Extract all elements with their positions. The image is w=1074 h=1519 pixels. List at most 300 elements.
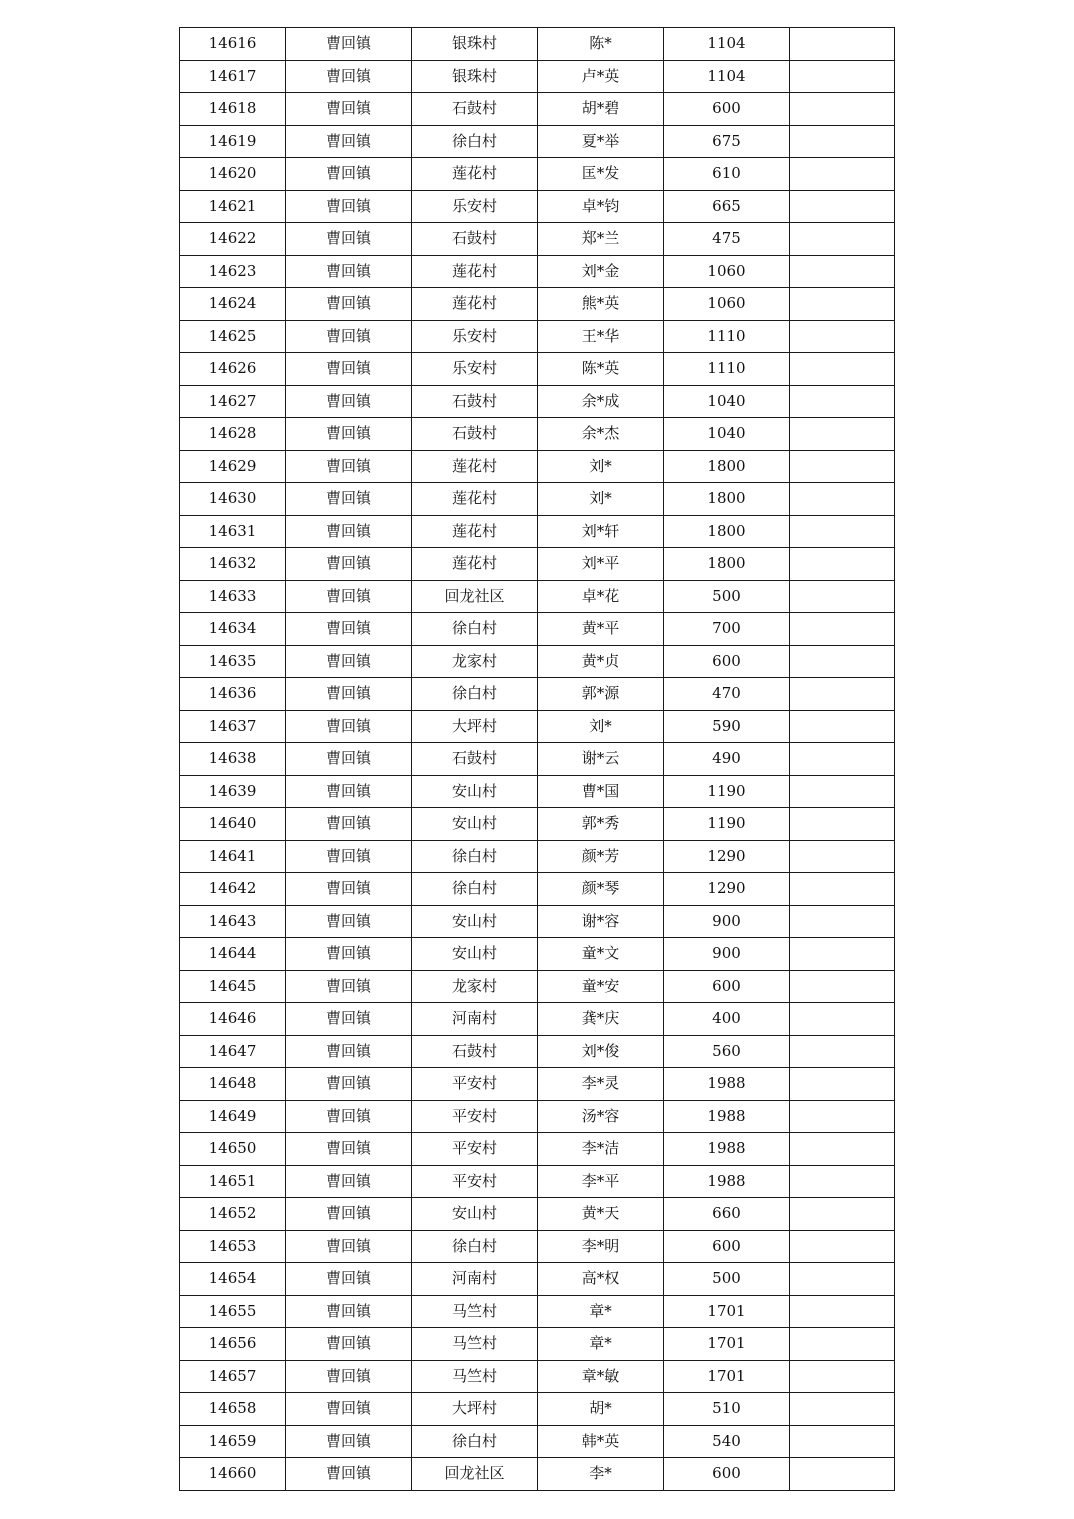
name-cell: 李* [538, 1458, 664, 1491]
table-row [180, 645, 895, 678]
town-cell: 曹回镇 [286, 1425, 412, 1458]
town-cell: 曹回镇 [286, 223, 412, 256]
seq-cell: 14628 [180, 418, 286, 451]
name-cell: 颜*琴 [538, 873, 664, 906]
amount-cell: 400 [664, 1003, 790, 1036]
table-row [180, 1100, 895, 1133]
village-cell: 龙家村 [412, 645, 538, 678]
village-cell: 莲花村 [412, 450, 538, 483]
table-row [180, 190, 895, 223]
table-row [180, 1393, 895, 1426]
table-row [180, 418, 895, 451]
town-cell: 曹回镇 [286, 60, 412, 93]
village-cell: 平安村 [412, 1100, 538, 1133]
name-cell: 曹*国 [538, 775, 664, 808]
amount-cell: 1800 [664, 515, 790, 548]
amount-cell: 1800 [664, 548, 790, 581]
amount-cell: 1290 [664, 873, 790, 906]
village-cell: 石鼓村 [412, 385, 538, 418]
name-cell: 卓*花 [538, 580, 664, 613]
seq-cell: 14618 [180, 93, 286, 126]
table-row [180, 1165, 895, 1198]
village-cell: 回龙社区 [412, 580, 538, 613]
village-cell: 河南村 [412, 1003, 538, 1036]
town-cell: 曹回镇 [286, 1198, 412, 1231]
table-row [180, 1133, 895, 1166]
seq-cell: 14639 [180, 775, 286, 808]
note-cell [790, 60, 895, 93]
village-cell: 莲花村 [412, 548, 538, 581]
note-cell [790, 255, 895, 288]
table-row [180, 1068, 895, 1101]
name-cell: 黄*天 [538, 1198, 664, 1231]
note-cell [790, 1003, 895, 1036]
table-row [180, 223, 895, 256]
note-cell [790, 1458, 895, 1491]
note-cell [790, 385, 895, 418]
name-cell: 刘* [538, 450, 664, 483]
name-cell: 陈*英 [538, 353, 664, 386]
seq-cell: 14616 [180, 28, 286, 61]
table-row [180, 60, 895, 93]
name-cell: 童*安 [538, 970, 664, 1003]
seq-cell: 14644 [180, 938, 286, 971]
seq-cell: 14633 [180, 580, 286, 613]
seq-cell: 14654 [180, 1263, 286, 1296]
name-cell: 余*成 [538, 385, 664, 418]
table-row [180, 548, 895, 581]
name-cell: 李*灵 [538, 1068, 664, 1101]
seq-cell: 14622 [180, 223, 286, 256]
table-row [180, 1263, 895, 1296]
name-cell: 汤*容 [538, 1100, 664, 1133]
table-row [180, 320, 895, 353]
amount-cell: 590 [664, 710, 790, 743]
seq-cell: 14640 [180, 808, 286, 841]
name-cell: 刘* [538, 710, 664, 743]
table-row [180, 255, 895, 288]
village-cell: 安山村 [412, 808, 538, 841]
name-cell: 章* [538, 1328, 664, 1361]
seq-cell: 14627 [180, 385, 286, 418]
village-cell: 徐白村 [412, 125, 538, 158]
name-cell: 卢*英 [538, 60, 664, 93]
town-cell: 曹回镇 [286, 1165, 412, 1198]
village-cell: 马竺村 [412, 1360, 538, 1393]
table-row [180, 1295, 895, 1328]
town-cell: 曹回镇 [286, 970, 412, 1003]
name-cell: 匡*发 [538, 158, 664, 191]
amount-cell: 560 [664, 1035, 790, 1068]
seq-cell: 14641 [180, 840, 286, 873]
name-cell: 胡* [538, 1393, 664, 1426]
village-cell: 银珠村 [412, 28, 538, 61]
town-cell: 曹回镇 [286, 190, 412, 223]
note-cell [790, 223, 895, 256]
note-cell [790, 905, 895, 938]
seq-cell: 14660 [180, 1458, 286, 1491]
seq-cell: 14620 [180, 158, 286, 191]
roster-table [179, 27, 895, 1491]
roster-table-body [180, 28, 895, 1491]
town-cell: 曹回镇 [286, 255, 412, 288]
town-cell: 曹回镇 [286, 1003, 412, 1036]
note-cell [790, 1198, 895, 1231]
table-row [180, 353, 895, 386]
note-cell [790, 1295, 895, 1328]
seq-cell: 14617 [180, 60, 286, 93]
seq-cell: 14653 [180, 1230, 286, 1263]
seq-cell: 14650 [180, 1133, 286, 1166]
village-cell: 乐安村 [412, 320, 538, 353]
note-cell [790, 580, 895, 613]
village-cell: 平安村 [412, 1068, 538, 1101]
table-row [180, 840, 895, 873]
village-cell: 河南村 [412, 1263, 538, 1296]
amount-cell: 600 [664, 970, 790, 1003]
name-cell: 李*明 [538, 1230, 664, 1263]
town-cell: 曹回镇 [286, 418, 412, 451]
town-cell: 曹回镇 [286, 710, 412, 743]
town-cell: 曹回镇 [286, 905, 412, 938]
seq-cell: 14659 [180, 1425, 286, 1458]
note-cell [790, 613, 895, 646]
amount-cell: 1988 [664, 1165, 790, 1198]
village-cell: 大坪村 [412, 710, 538, 743]
table-row [180, 905, 895, 938]
town-cell: 曹回镇 [286, 1100, 412, 1133]
seq-cell: 14649 [180, 1100, 286, 1133]
amount-cell: 540 [664, 1425, 790, 1458]
village-cell: 回龙社区 [412, 1458, 538, 1491]
amount-cell: 900 [664, 905, 790, 938]
village-cell: 龙家村 [412, 970, 538, 1003]
note-cell [790, 645, 895, 678]
village-cell: 徐白村 [412, 873, 538, 906]
town-cell: 曹回镇 [286, 678, 412, 711]
table-row [180, 873, 895, 906]
name-cell: 夏*举 [538, 125, 664, 158]
seq-cell: 14630 [180, 483, 286, 516]
seq-cell: 14651 [180, 1165, 286, 1198]
seq-cell: 14631 [180, 515, 286, 548]
table-row [180, 808, 895, 841]
amount-cell: 600 [664, 1458, 790, 1491]
table-row [180, 710, 895, 743]
village-cell: 莲花村 [412, 255, 538, 288]
table-row [180, 775, 895, 808]
amount-cell: 1800 [664, 483, 790, 516]
town-cell: 曹回镇 [286, 288, 412, 321]
seq-cell: 14658 [180, 1393, 286, 1426]
village-cell: 安山村 [412, 905, 538, 938]
village-cell: 乐安村 [412, 190, 538, 223]
note-cell [790, 158, 895, 191]
table-row [180, 450, 895, 483]
note-cell [790, 28, 895, 61]
amount-cell: 1701 [664, 1295, 790, 1328]
name-cell: 韩*英 [538, 1425, 664, 1458]
seq-cell: 14647 [180, 1035, 286, 1068]
note-cell [790, 450, 895, 483]
name-cell: 刘* [538, 483, 664, 516]
amount-cell: 1701 [664, 1328, 790, 1361]
village-cell: 徐白村 [412, 1425, 538, 1458]
note-cell [790, 1165, 895, 1198]
village-cell: 莲花村 [412, 515, 538, 548]
amount-cell: 600 [664, 1230, 790, 1263]
name-cell: 余*杰 [538, 418, 664, 451]
amount-cell: 600 [664, 93, 790, 126]
town-cell: 曹回镇 [286, 320, 412, 353]
note-cell [790, 1393, 895, 1426]
amount-cell: 1040 [664, 418, 790, 451]
village-cell: 徐白村 [412, 1230, 538, 1263]
seq-cell: 14643 [180, 905, 286, 938]
amount-cell: 660 [664, 1198, 790, 1231]
town-cell: 曹回镇 [286, 483, 412, 516]
village-cell: 石鼓村 [412, 1035, 538, 1068]
seq-cell: 14637 [180, 710, 286, 743]
table-row [180, 1425, 895, 1458]
amount-cell: 500 [664, 580, 790, 613]
table-row [180, 158, 895, 191]
name-cell: 谢*云 [538, 743, 664, 776]
seq-cell: 14621 [180, 190, 286, 223]
amount-cell: 1190 [664, 808, 790, 841]
town-cell: 曹回镇 [286, 645, 412, 678]
note-cell [790, 1360, 895, 1393]
town-cell: 曹回镇 [286, 158, 412, 191]
village-cell: 徐白村 [412, 840, 538, 873]
amount-cell: 1190 [664, 775, 790, 808]
name-cell: 童*文 [538, 938, 664, 971]
amount-cell: 700 [664, 613, 790, 646]
table-row [180, 613, 895, 646]
note-cell [790, 743, 895, 776]
note-cell [790, 710, 895, 743]
amount-cell: 1800 [664, 450, 790, 483]
note-cell [790, 353, 895, 386]
village-cell: 平安村 [412, 1165, 538, 1198]
village-cell: 安山村 [412, 938, 538, 971]
note-cell [790, 970, 895, 1003]
village-cell: 银珠村 [412, 60, 538, 93]
table-row [180, 1198, 895, 1231]
table-row [180, 678, 895, 711]
amount-cell: 675 [664, 125, 790, 158]
name-cell: 刘*轩 [538, 515, 664, 548]
note-cell [790, 515, 895, 548]
town-cell: 曹回镇 [286, 1360, 412, 1393]
note-cell [790, 1133, 895, 1166]
note-cell [790, 808, 895, 841]
town-cell: 曹回镇 [286, 1295, 412, 1328]
village-cell: 大坪村 [412, 1393, 538, 1426]
table-row [180, 515, 895, 548]
village-cell: 乐安村 [412, 353, 538, 386]
seq-cell: 14624 [180, 288, 286, 321]
name-cell: 刘*俊 [538, 1035, 664, 1068]
name-cell: 刘*金 [538, 255, 664, 288]
table-row [180, 483, 895, 516]
name-cell: 郭*源 [538, 678, 664, 711]
note-cell [790, 938, 895, 971]
table-row [180, 1328, 895, 1361]
village-cell: 徐白村 [412, 678, 538, 711]
name-cell: 黄*平 [538, 613, 664, 646]
town-cell: 曹回镇 [286, 1328, 412, 1361]
town-cell: 曹回镇 [286, 385, 412, 418]
village-cell: 平安村 [412, 1133, 538, 1166]
name-cell: 章*敏 [538, 1360, 664, 1393]
amount-cell: 500 [664, 1263, 790, 1296]
name-cell: 卓*钧 [538, 190, 664, 223]
town-cell: 曹回镇 [286, 775, 412, 808]
note-cell [790, 418, 895, 451]
name-cell: 郑*兰 [538, 223, 664, 256]
village-cell: 石鼓村 [412, 743, 538, 776]
town-cell: 曹回镇 [286, 450, 412, 483]
seq-cell: 14636 [180, 678, 286, 711]
town-cell: 曹回镇 [286, 548, 412, 581]
table-row [180, 1360, 895, 1393]
table-row [180, 28, 895, 61]
note-cell [790, 93, 895, 126]
town-cell: 曹回镇 [286, 613, 412, 646]
note-cell [790, 288, 895, 321]
table-row [180, 125, 895, 158]
seq-cell: 14642 [180, 873, 286, 906]
table-row [180, 385, 895, 418]
note-cell [790, 1068, 895, 1101]
seq-cell: 14625 [180, 320, 286, 353]
table-row [180, 580, 895, 613]
name-cell: 王*华 [538, 320, 664, 353]
seq-cell: 14646 [180, 1003, 286, 1036]
amount-cell: 1110 [664, 320, 790, 353]
town-cell: 曹回镇 [286, 840, 412, 873]
amount-cell: 1110 [664, 353, 790, 386]
table-row [180, 1003, 895, 1036]
amount-cell: 510 [664, 1393, 790, 1426]
table-row [180, 1230, 895, 1263]
seq-cell: 14652 [180, 1198, 286, 1231]
town-cell: 曹回镇 [286, 938, 412, 971]
seq-cell: 14626 [180, 353, 286, 386]
amount-cell: 1104 [664, 28, 790, 61]
table-row [180, 1458, 895, 1491]
seq-cell: 14656 [180, 1328, 286, 1361]
note-cell [790, 840, 895, 873]
seq-cell: 14623 [180, 255, 286, 288]
name-cell: 龚*庆 [538, 1003, 664, 1036]
village-cell: 马竺村 [412, 1295, 538, 1328]
table-row [180, 288, 895, 321]
table-row [180, 938, 895, 971]
town-cell: 曹回镇 [286, 580, 412, 613]
note-cell [790, 1230, 895, 1263]
town-cell: 曹回镇 [286, 93, 412, 126]
note-cell [790, 1035, 895, 1068]
town-cell: 曹回镇 [286, 125, 412, 158]
note-cell [790, 483, 895, 516]
note-cell [790, 1328, 895, 1361]
village-cell: 莲花村 [412, 483, 538, 516]
name-cell: 郭*秀 [538, 808, 664, 841]
seq-cell: 14638 [180, 743, 286, 776]
note-cell [790, 190, 895, 223]
seq-cell: 14629 [180, 450, 286, 483]
name-cell: 章* [538, 1295, 664, 1328]
seq-cell: 14657 [180, 1360, 286, 1393]
note-cell [790, 320, 895, 353]
seq-cell: 14635 [180, 645, 286, 678]
note-cell [790, 548, 895, 581]
note-cell [790, 678, 895, 711]
note-cell [790, 775, 895, 808]
note-cell [790, 1263, 895, 1296]
town-cell: 曹回镇 [286, 28, 412, 61]
town-cell: 曹回镇 [286, 1035, 412, 1068]
name-cell: 颜*芳 [538, 840, 664, 873]
village-cell: 石鼓村 [412, 223, 538, 256]
town-cell: 曹回镇 [286, 353, 412, 386]
amount-cell: 1040 [664, 385, 790, 418]
name-cell: 陈* [538, 28, 664, 61]
name-cell: 熊*英 [538, 288, 664, 321]
town-cell: 曹回镇 [286, 743, 412, 776]
amount-cell: 1104 [664, 60, 790, 93]
seq-cell: 14632 [180, 548, 286, 581]
town-cell: 曹回镇 [286, 515, 412, 548]
amount-cell: 475 [664, 223, 790, 256]
village-cell: 马竺村 [412, 1328, 538, 1361]
seq-cell: 14634 [180, 613, 286, 646]
amount-cell: 665 [664, 190, 790, 223]
seq-cell: 14619 [180, 125, 286, 158]
note-cell [790, 125, 895, 158]
table-row [180, 743, 895, 776]
village-cell: 莲花村 [412, 158, 538, 191]
village-cell: 安山村 [412, 1198, 538, 1231]
amount-cell: 1701 [664, 1360, 790, 1393]
name-cell: 胡*碧 [538, 93, 664, 126]
name-cell: 李*平 [538, 1165, 664, 1198]
name-cell: 谢*容 [538, 905, 664, 938]
town-cell: 曹回镇 [286, 1068, 412, 1101]
village-cell: 安山村 [412, 775, 538, 808]
amount-cell: 610 [664, 158, 790, 191]
amount-cell: 1060 [664, 255, 790, 288]
amount-cell: 900 [664, 938, 790, 971]
seq-cell: 14645 [180, 970, 286, 1003]
town-cell: 曹回镇 [286, 1393, 412, 1426]
amount-cell: 1988 [664, 1133, 790, 1166]
amount-cell: 490 [664, 743, 790, 776]
town-cell: 曹回镇 [286, 873, 412, 906]
name-cell: 李*洁 [538, 1133, 664, 1166]
town-cell: 曹回镇 [286, 1230, 412, 1263]
village-cell: 徐白村 [412, 613, 538, 646]
name-cell: 黄*贞 [538, 645, 664, 678]
note-cell [790, 873, 895, 906]
amount-cell: 1290 [664, 840, 790, 873]
amount-cell: 1988 [664, 1068, 790, 1101]
village-cell: 莲花村 [412, 288, 538, 321]
name-cell: 刘*平 [538, 548, 664, 581]
table-row [180, 970, 895, 1003]
